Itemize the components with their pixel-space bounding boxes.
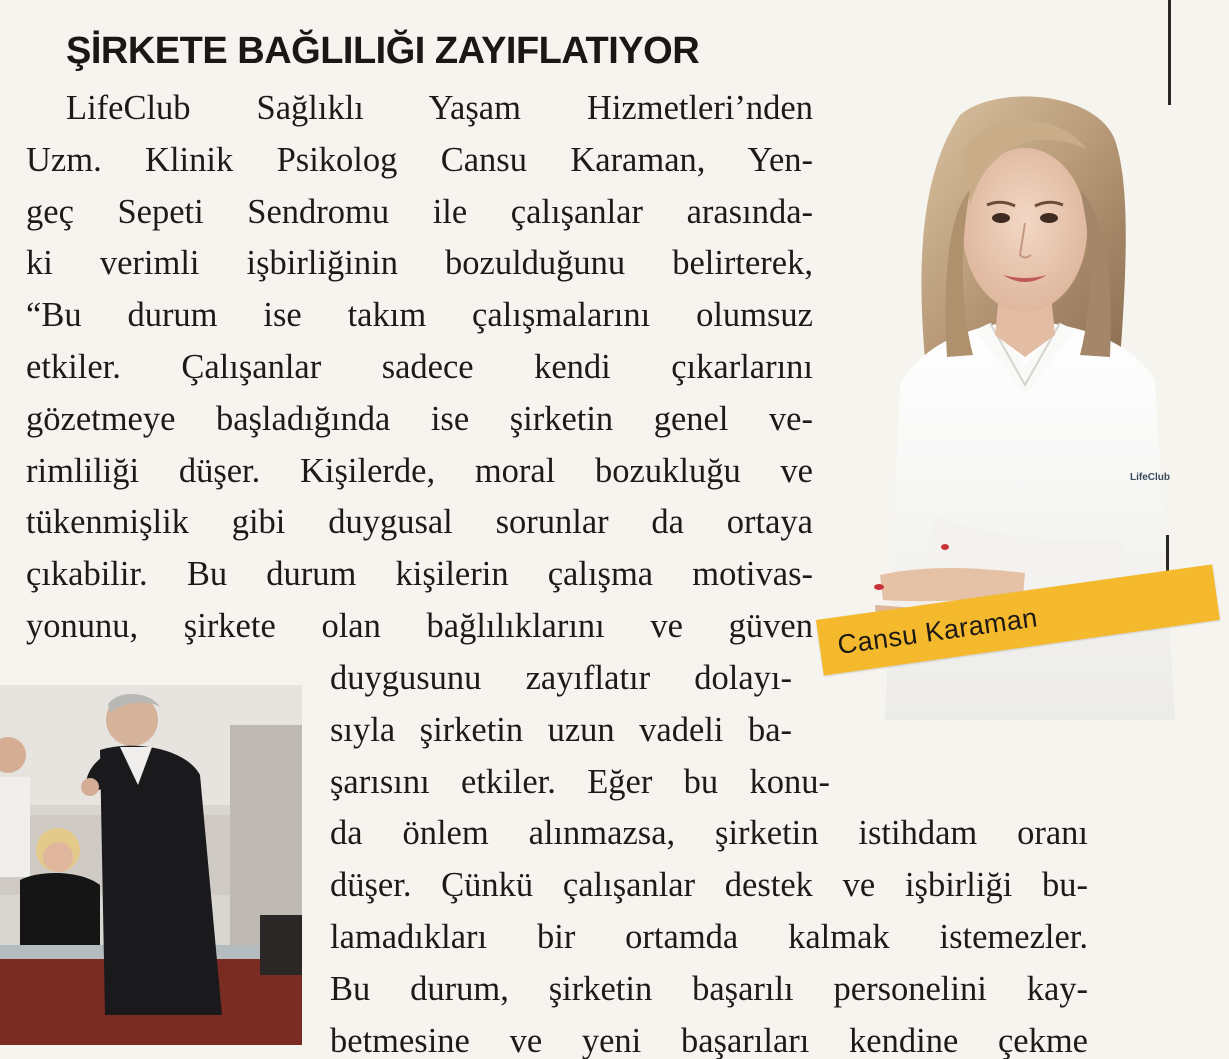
text-line: Bu durum, şirketin başarılı personelini kay- [330,969,1088,1008]
text-line: şarısını etkiler. Eğer bu konu- [330,762,830,801]
text-line: yonunu, şirkete olan bağlılıklarını ve güven [26,606,813,645]
text-line: betmesine ve yeni başarıları kendine çekme [330,1021,1088,1059]
text-line: rimliliği düşer. Kişilerde, moral bozukluğu ve [26,451,813,490]
office-meeting-photo [0,685,302,1045]
photo-caption: Cansu Karaman [835,602,1040,661]
text-line: da önlem alınmazsa, şirketin istihdam oranı [330,814,1088,853]
article-body-bottom [330,653,1088,1059]
text-line: “Bu durum ise takım çalışmalarını olumsuz [26,296,813,335]
article-headline: ŞİRKETE BAĞLILIĞI ZAYIFLATIYOR [66,30,700,72]
text-line: duygusunu zayıflatır dolayı- [330,659,792,697]
text-line: sıyla şirketin uzun vadeli ba- [330,710,792,749]
article-body-top [26,83,813,653]
text-line: ki verimli işbirliğinin bozulduğunu belirterek, [26,244,813,283]
text-line: LifeClub Sağlıklı Yaşam Hizmetleri’nden [66,89,813,127]
text-line: tükenmişlik gibi duygusal sorunlar da ortaya [26,503,813,542]
text-line: gözetmeye başladığında ise şirketin genel ve- [26,399,813,438]
shirt-logo: LifeClub [1130,472,1170,483]
text-line: düşer. Çünkü çalışanlar destek ve işbirliği bu- [330,866,1088,905]
text-line: çıkabilir. Bu durum kişilerin çalışma motivas- [26,555,813,594]
column-rule [1168,0,1171,105]
text-line: lamadıkları bir ortamda kalmak istemezler. [330,917,1088,956]
text-line: Uzm. Klinik Psikolog Cansu Karaman, Yen- [26,140,813,179]
text-line: geç Sepeti Sendromu ile çalışanlar arasında- [26,192,813,231]
text-line: etkiler. Çalışanlar sadece kendi çıkarlarını [26,347,813,386]
